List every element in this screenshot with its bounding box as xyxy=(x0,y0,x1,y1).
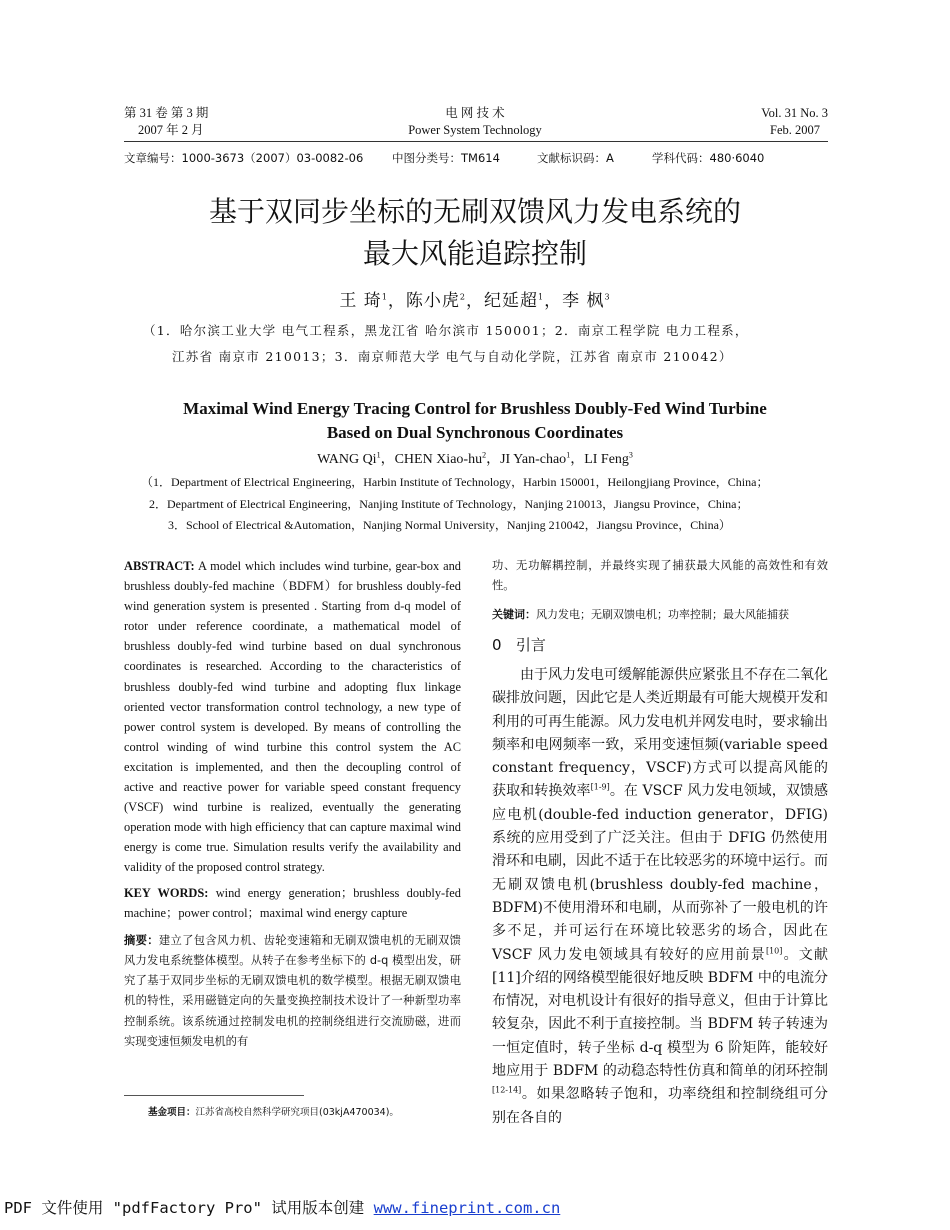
header-journal-en: Power System Technology xyxy=(408,123,542,137)
citation: [1-9] xyxy=(590,782,610,792)
affiliation-en-line3: 3．School of Electrical &Automation，Nanjing Normal University，Nanjing 210042，Jiangsu Province，China） xyxy=(168,518,731,532)
author-en: WANG Qi xyxy=(317,452,377,467)
header-volume-cn: 第 31 卷 第 3 期 xyxy=(124,106,209,120)
keywords-en xyxy=(124,883,461,923)
author-affiliation-mark: 2 xyxy=(482,450,487,460)
affiliation-en-line1: （1．Department of Electrical Engineering，Harbin Institute of Technology，Harbin 150001，Heilongjiang Province，China； xyxy=(141,475,769,489)
header-date-en: Feb. 2007 xyxy=(770,123,820,137)
pdf-footer-link[interactable]: www.fineprint.com.cn xyxy=(373,1199,561,1217)
section-title: 引言 xyxy=(515,636,546,654)
keywords-en-label: KEY WORDS: xyxy=(124,885,209,900)
abstract-cn-continued: 功、无功解耦控制，并最终实现了捕获最大风能的高效性和有效性。 xyxy=(492,559,828,593)
keywords-cn xyxy=(492,605,828,625)
footnote xyxy=(148,1104,399,1118)
authors-en: WANG Qi$^1$，CHEN Xiao-$hu^2$，JI Yan-chao$^1$，LI Feng$^3$ xyxy=(317,450,633,467)
author-en: CHEN Xiao-hu xyxy=(394,452,483,467)
abstract-en xyxy=(124,556,461,878)
citation: [12-14] xyxy=(492,1085,522,1095)
author-affiliation-mark: 1 xyxy=(538,292,545,302)
author-cn: 陈小虎 xyxy=(405,291,460,311)
pdf-footer-text: PDF 文件使用 "pdfFactory Pro" 试用版本创建 xyxy=(4,1199,374,1217)
authors-cn: 王 琦$^1$，陈小虎$^2$，纪延超$^1$，李 枫$^3$ xyxy=(339,291,611,311)
section-number: 0 xyxy=(492,636,502,654)
footnote-text: 江苏省高校自然科学研究项目(03kjA470034)。 xyxy=(195,1107,399,1118)
author-cn: 纪延超 xyxy=(484,291,538,311)
header-journal-cn: 电 网 技 术 xyxy=(445,106,505,120)
keywords-cn-text: 风力发电；无刷双馈电机；功率控制；最大风能捕获 xyxy=(536,608,789,621)
affiliation-en-line2: 2．Department of Electrical Engineering，Nanjing Institute of Technology，Nanjing 210013，Jiangsu Province，China； xyxy=(149,497,749,511)
author-en: LI Feng xyxy=(584,452,629,467)
abstract-cn-text: 建立了包含风力机、齿轮变速箱和无刷双馈电机的无刷双馈风力发电系统整体模型。从转子在参考坐标下的 d-q 模型出发，研究了基于双同步坐标的无刷双馈电机的数学模型。根据无刷双馈电机的特性，采用磁链定向的矢量变换控制技术设计了一种新型功率控制系统。该系统通过控制发电机的控制绕组进行交流励磁，进而实现变速恒频发电机的有 xyxy=(124,933,461,1048)
header-volume-en: Vol. 31 No. 3 xyxy=(761,106,828,120)
intro-text: 。文献[11]介绍的网络模型能很好地反映 BDFM 中的电流分布情况，对电机设计有很好的指导意义，但由于计算比较复杂，因此不利于直接控制。当 BDFM 转子转速为一恒定值时，转子坐标 d-q 模型为 6 阶矩阵，能较好地应用于 BDFM 的动稳态特性仿真和简单的闭环控制 xyxy=(492,946,829,1080)
author-cn: 王 琦 xyxy=(339,291,382,311)
abstract-en-label: ABSTRACT: xyxy=(124,559,195,573)
citation: [10] xyxy=(765,945,783,955)
left-column xyxy=(124,556,461,1052)
header-rule xyxy=(124,141,828,142)
abstract-cn xyxy=(124,931,461,1052)
affiliation-cn-line1: （1．哈尔滨工业大学 电气工程系，黑龙江省 哈尔滨市 150001；2．南京工程学院 电力工程系， xyxy=(143,323,749,338)
author-cn: 李 枫 xyxy=(562,291,605,311)
title-cn-line2: 最大风能追踪控制 xyxy=(362,237,587,270)
footnote-label: 基金项目： xyxy=(148,1107,196,1118)
author-en: JI Yan-chao xyxy=(500,452,567,467)
abstract-cn-label: 摘要： xyxy=(124,933,159,947)
article-number: 文章编号：1000-3673（2007）03-0082-06 xyxy=(124,151,364,165)
right-column xyxy=(492,556,829,1126)
author-affiliation-mark: 3 xyxy=(604,292,611,302)
affiliation-cn-line2: 江苏省 南京市 210013；3．南京师范大学 电气与自动化学院，江苏省 南京市 210042） xyxy=(172,349,733,364)
author-affiliation-mark: 1 xyxy=(381,292,388,302)
section-heading xyxy=(492,634,546,655)
author-affiliation-mark: 1 xyxy=(376,450,381,460)
title-en-line2: Based on Dual Synchronous Coordinates xyxy=(326,423,624,442)
abstract-en-text: A model which includes wind turbine, gear-box and brushless doubly-fed machine（BDFM）for brushless doubly-fed wind generation system is presented . Starting from d-q model of rotor under reference coordinate, a mathematical model of brushless doubly-fed wind turbine based on dual synchronous coordinates is researched. According to the characteristics of brushless doubly-fed wind turbine and adopting flux linkage oriented vector transformation control technology, a new type of power control system is developed. By means of controlling the control winding of wind turbine this control system the AC excitation is implemented, and then the decoupling control of active and reactive power for variable speed constant frequency (VSCF) wind turbine is realized, eventually the generating operation mode with high efficiency that can capture maximal wind energy is come true. Simulation results verify the availability and validity of the proposed control strategy. xyxy=(124,559,461,875)
title-cn xyxy=(0,191,950,275)
keywords-cn-label: 关键词： xyxy=(492,608,536,621)
author-affiliation-mark: 2 xyxy=(459,292,466,302)
header-date-cn: 2007 年 2 月 xyxy=(138,123,204,137)
footnote-rule xyxy=(124,1095,304,1096)
classification-number: 中图分类号：TM614 xyxy=(392,151,500,165)
keywords-en-text: wind energy generation；brushless doubly-fed machine；power control；maximal wind energy capture xyxy=(124,885,461,920)
document-code: 文献标识码：A xyxy=(537,151,614,165)
intro-paragraph xyxy=(492,664,828,1130)
intro-text: 由于风力发电可缓解能源供应紧张且不存在二氧化碳排放问题，因此它是人类近期最有可能大规模开发和利用的可再生能源。风力发电机并网发电时，要求输出频率和电网频率一致，采用变速恒频(variable speed constant frequency，VSCF)方式可以提高风能的获取和转换效率 xyxy=(492,667,828,800)
author-affiliation-mark: 3 xyxy=(628,450,633,460)
author-affiliation-mark: 1 xyxy=(566,450,571,460)
title-en-line1: Maximal Wind Energy Tracing Control for Brushless Doubly-Fed Wind Turbine xyxy=(183,399,767,418)
pdf-footer xyxy=(4,1196,560,1218)
title-en xyxy=(0,397,950,445)
intro-text: 。如果忽略转子饱和，功率绕组和控制绕组可分别在各自的 xyxy=(492,1086,828,1126)
subject-code: 学科代码：480·6040 xyxy=(652,151,765,165)
title-cn-line1: 基于双同步坐标的无刷双馈风力发电系统的 xyxy=(208,195,741,228)
intro-text: 。在 VSCF 风力发电领域，双馈感应电机(double-fed induction generator，DFIG)系统的应用受到了广泛关注。但由于 DFIG 仍然使用滑环和电刷，因此不适于在比较恶劣的环境中运行。而无刷双馈电机(brushless doubly-fed machine，BDFM)不使用滑环和电刷，从而弥补了一般电机的许多不足，并可运行在环境比较恶劣的场合，因此在 VSCF 风力发电领域具有较好的应用前景 xyxy=(492,783,829,963)
